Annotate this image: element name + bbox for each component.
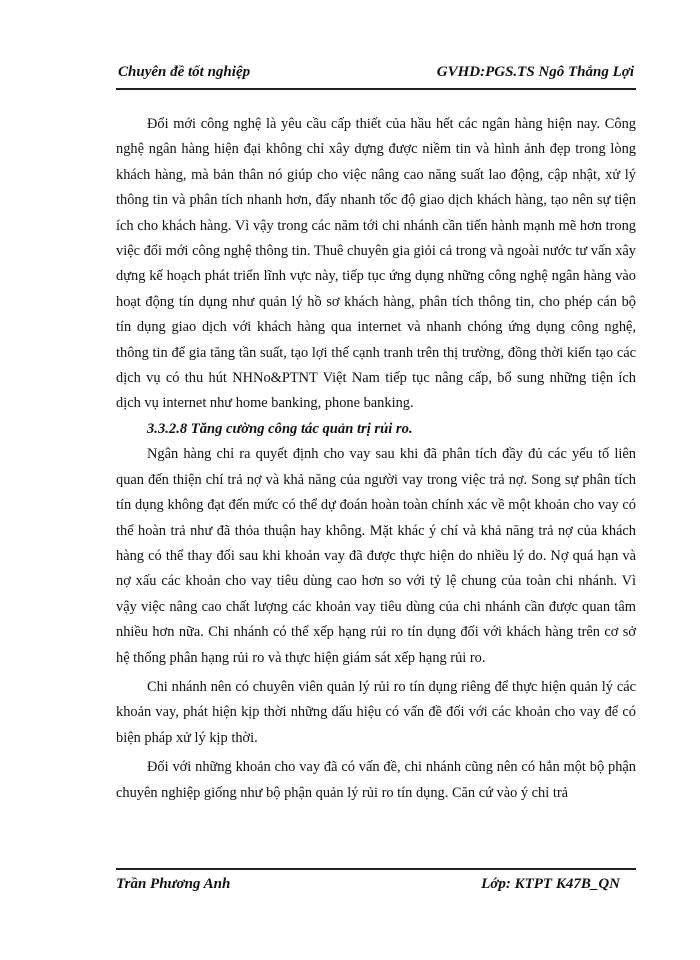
paragraph-credit-analysis: Ngân hàng chỉ ra quyết định cho vay sau khi đã phân tích đầy đủ các yếu tố liên quan đến thiện chí trả nợ và khả năng của người vay trong việc trả nợ. Song sự phân tích tín dụng không đạt đến mức có thể dự đoán hoàn toàn chính xác về một khoản cho vay có thể hoàn trả như đã thỏa thuận hay không. Mặt khác ý chí và khả năng trả nợ của khách hàng có thể thay đổi sau khi khoản vay đã được thực hiện do nhiều lý do. Nợ quá hạn và nợ xấu các khoản cho vay tiêu dùng cao hơn so với tỷ lệ chung của toàn chi nhánh. Vì vậy việc nâng cao chất lượng các khoản vay tiêu dùng của chi nhánh cần được quan tâm nhiều hơn nữa. Chi nhánh có thể xếp hạng rủi ro tín dụng đối với khách hàng trên cơ sở hệ thống phân hạng rủi ro và thực hiện giám sát xếp hạng rủi ro. bbox=[116, 446, 636, 666]
paragraph-technology: Đổi mới công nghệ là yêu cầu cấp thiết của hầu hết các ngân hàng hiện nay. Công nghệ ngân hàng hiện đại không chỉ xây dựng được niềm tin và hình ảnh đẹp trong lòng khách hàng, mà bản thân nó giúp cho việc nâng cao năng suất lao động, cập nhật, xử lý thông tin và phân tích nhanh hơn, đẩy nhanh tốc độ giao dịch khách hàng, tạo nên sự tiện ích cho khách hàng. Vì vậy trong các năm tới chi nhánh cần tiến hành mạnh mẽ hơn trong việc đổi mới công nghệ thông tin. Thuê chuyên gia giỏi cả trong và ngoài nước tư vấn xây dựng kế hoạch phát triển lĩnh vực này, tiếp tục ứng dụng những công nghệ ngân hàng vào hoạt động tín dụng như quản lý hồ sơ khách hàng, phân tích thông tin, cho phép cán bộ tín dụng giao dịch với khách hàng qua internet và nhanh chóng ứng dụng công nghệ, thông tin để gia tăng tần suất, tạo lợi thế cạnh tranh trên thị trường, đồng thời kiến tạo các dịch vụ có thu hút NHNo&PTNT Việt Nam tiếp tục nâng cấp, bổ sung những tiện ích dịch vụ internet như home banking, phone banking. bbox=[116, 116, 636, 412]
paragraph-problem-loans: Đối với những khoản cho vay đã có vấn đề, chi nhánh cũng nên có hẳn một bộ phận chuyên nghiệp giống như bộ phận quản lý rủi ro tín dụng. Căn cứ vào ý chỉ trả bbox=[116, 759, 636, 801]
page-footer bbox=[116, 876, 636, 900]
footer-rule bbox=[116, 868, 636, 870]
footer-class: Lớp: KTPT K47B_QN bbox=[481, 876, 620, 892]
header-advisor: GVHD:PGS.TS Ngô Thắng Lợi bbox=[436, 64, 634, 80]
paragraph-risk-specialist: Chi nhánh nên có chuyên viên quản lý rủi ro tín dụng riêng để thực hiện quản lý các khoản vay, phát hiện kịp thời những dấu hiệu có vấn đề đối với các khoản cho vay để có biện pháp xử lý kịp thời. bbox=[116, 678, 636, 746]
header-rule bbox=[116, 88, 636, 90]
page-body bbox=[116, 112, 636, 806]
header-title: Chuyên đề tốt nghiệp bbox=[118, 64, 251, 80]
page-header bbox=[116, 62, 636, 86]
section-heading: 3.3.2.8 Tăng cường công tác quản trị rủi ro. bbox=[147, 420, 413, 437]
footer-author: Trần Phương Anh bbox=[116, 876, 231, 892]
